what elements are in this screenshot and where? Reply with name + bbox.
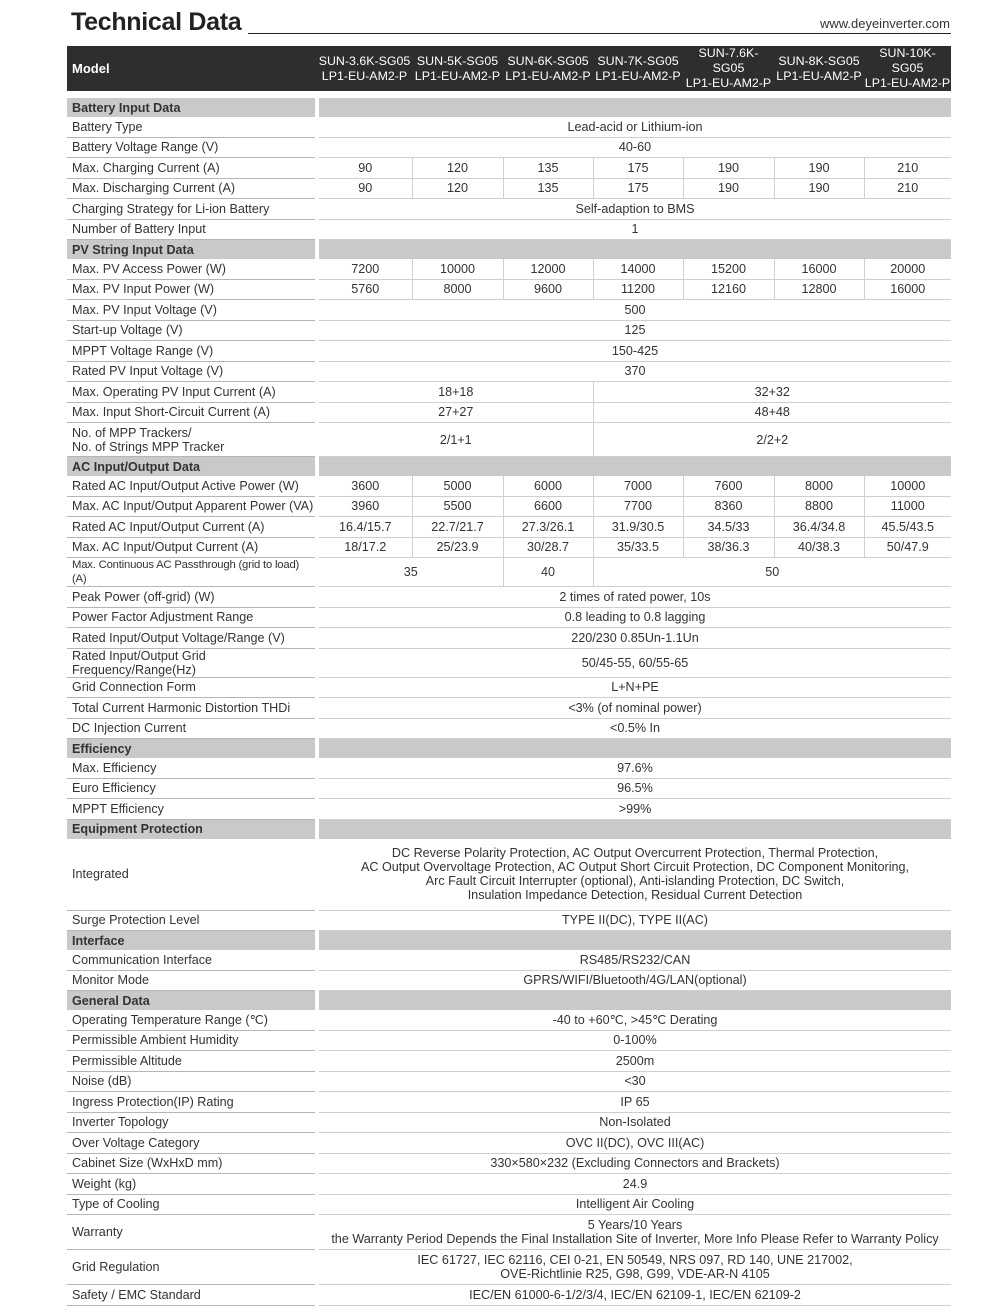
model-name-line: LP1-EU-AM2-P bbox=[321, 68, 408, 83]
row-value: 8000 bbox=[412, 279, 503, 300]
table-row bbox=[67, 476, 951, 496]
table-row bbox=[67, 219, 951, 240]
row-label: Warranty bbox=[67, 1215, 317, 1250]
row-label: Rated PV Input Voltage (V) bbox=[67, 361, 317, 382]
table-row bbox=[67, 320, 951, 341]
model-header-3 bbox=[503, 46, 593, 91]
row-label: Max. Input Short-Circuit Current (A) bbox=[67, 402, 317, 423]
row-label: Battery Voltage Range (V) bbox=[67, 137, 317, 158]
row-label: Integrated bbox=[67, 839, 317, 911]
table-row bbox=[67, 648, 951, 677]
section-bar bbox=[317, 739, 951, 759]
row-label: Max. Discharging Current (A) bbox=[67, 178, 317, 199]
table-row bbox=[67, 178, 951, 199]
table-row bbox=[67, 628, 951, 649]
section-efficiency bbox=[67, 739, 951, 759]
row-value: 48+48 bbox=[593, 402, 951, 423]
row-label: Ingress Protection(IP) Rating bbox=[67, 1092, 317, 1113]
row-value: 12000 bbox=[503, 259, 593, 279]
model-name-line: SUN-7.6K-SG05 bbox=[698, 46, 759, 75]
row-value: <30 bbox=[317, 1071, 951, 1092]
row-value: 38/36.3 bbox=[683, 537, 774, 558]
table-row bbox=[67, 1030, 951, 1051]
row-value: 210 bbox=[864, 178, 951, 199]
row-value: 96.5% bbox=[317, 778, 951, 799]
row-label: Rated Input/Output Grid Frequency/Range(Hz) bbox=[67, 648, 317, 677]
row-value: 3600 bbox=[317, 476, 412, 496]
table-row bbox=[67, 1174, 951, 1195]
row-label: Max. Continuous AC Passthrough (grid to load) (A) bbox=[67, 558, 317, 587]
row-label: Max. Efficiency bbox=[67, 758, 317, 778]
row-label: Rated AC Input/Output Current (A) bbox=[67, 517, 317, 538]
row-label-line: No. of Strings MPP Tracker bbox=[72, 439, 225, 454]
row-value: 6600 bbox=[503, 496, 593, 517]
section-title: Battery Input Data bbox=[67, 98, 317, 117]
section-battery-input-data bbox=[67, 98, 951, 117]
table-row bbox=[67, 1010, 951, 1030]
row-value: 135 bbox=[503, 178, 593, 199]
row-label bbox=[67, 423, 317, 457]
row-value: 2 times of rated power, 10s bbox=[317, 587, 951, 608]
row-label: Battery Type bbox=[67, 117, 317, 137]
table-row bbox=[67, 496, 951, 517]
table-row bbox=[67, 199, 951, 220]
row-value: 120 bbox=[412, 178, 503, 199]
row-label: Communication Interface bbox=[67, 950, 317, 970]
title-underline bbox=[248, 33, 951, 34]
row-value: 50/45-55, 60/55-65 bbox=[317, 648, 951, 677]
row-label: DC Injection Current bbox=[67, 718, 317, 739]
model-header-4 bbox=[593, 46, 683, 91]
row-value: 50 bbox=[593, 558, 951, 587]
row-value: 1 bbox=[317, 219, 951, 240]
row-value: 24.9 bbox=[317, 1174, 951, 1195]
row-value: 190 bbox=[774, 178, 864, 199]
row-value: L+N+PE bbox=[317, 677, 951, 698]
row-value: 2500m bbox=[317, 1051, 951, 1072]
row-value: 12160 bbox=[683, 279, 774, 300]
row-value bbox=[317, 1250, 951, 1285]
section-interface bbox=[67, 931, 951, 951]
row-value: 11000 bbox=[864, 496, 951, 517]
model-header-6 bbox=[774, 46, 864, 91]
row-label: Max. PV Input Power (W) bbox=[67, 279, 317, 300]
table-row bbox=[67, 537, 951, 558]
table-row bbox=[67, 587, 951, 608]
row-value: 27+27 bbox=[317, 402, 593, 423]
row-value: 90 bbox=[317, 158, 412, 179]
row-value: Lead-acid or Lithium-ion bbox=[317, 117, 951, 137]
row-label: Max. AC Input/Output Apparent Power (VA) bbox=[67, 496, 317, 517]
row-label: Peak Power (off-grid) (W) bbox=[67, 587, 317, 608]
table-row bbox=[67, 1071, 951, 1092]
section-bar bbox=[317, 991, 951, 1011]
table-row bbox=[67, 137, 951, 158]
tech-data-table bbox=[67, 46, 951, 1306]
row-label: Grid Connection Form bbox=[67, 677, 317, 698]
row-value: 15200 bbox=[683, 259, 774, 279]
row-label: Start-up Voltage (V) bbox=[67, 320, 317, 341]
row-label: Safety / EMC Standard bbox=[67, 1285, 317, 1306]
row-value: 30/28.7 bbox=[503, 537, 593, 558]
website-url[interactable]: www.deyeinverter.com bbox=[819, 16, 950, 31]
row-value: 500 bbox=[317, 300, 951, 321]
section-title: Equipment Protection bbox=[67, 819, 317, 839]
row-value: 50/47.9 bbox=[864, 537, 951, 558]
section-bar bbox=[317, 457, 951, 477]
row-value: GPRS/WIFI/Bluetooth/4G/LAN(optional) bbox=[317, 970, 951, 991]
table-row bbox=[67, 1250, 951, 1285]
model-header-7 bbox=[864, 46, 951, 91]
model-header-5 bbox=[683, 46, 774, 91]
row-value-line: the Warranty Period Depends the Final Installation Site of Inverter, More Info Please Refer to Warranty Policy bbox=[331, 1232, 939, 1246]
table-row bbox=[67, 517, 951, 538]
model-name-line: LP1-EU-AM2-P bbox=[685, 76, 772, 90]
section-bar bbox=[317, 98, 951, 117]
row-label: Max. PV Access Power (W) bbox=[67, 259, 317, 279]
table-row bbox=[67, 158, 951, 179]
row-value: IP 65 bbox=[317, 1092, 951, 1113]
row-value: 190 bbox=[683, 158, 774, 179]
row-value: 20000 bbox=[864, 259, 951, 279]
table-row bbox=[67, 698, 951, 719]
row-value: 125 bbox=[317, 320, 951, 341]
table-row bbox=[67, 402, 951, 423]
model-name-line: LP1-EU-AM2-P bbox=[414, 68, 501, 83]
table-row bbox=[67, 778, 951, 799]
table-row bbox=[67, 1133, 951, 1154]
row-value: 97.6% bbox=[317, 758, 951, 778]
row-value: 7200 bbox=[317, 259, 412, 279]
row-label: Power Factor Adjustment Range bbox=[67, 607, 317, 628]
row-value: 3960 bbox=[317, 496, 412, 517]
row-label: Noise (dB) bbox=[67, 1071, 317, 1092]
row-label: Max. AC Input/Output Current (A) bbox=[67, 537, 317, 558]
table-row bbox=[67, 1092, 951, 1113]
row-value: 18/17.2 bbox=[317, 537, 412, 558]
row-value: 0.8 leading to 0.8 lagging bbox=[317, 607, 951, 628]
model-name-line: SUN-7K-SG05 bbox=[597, 53, 679, 68]
row-value: 8800 bbox=[774, 496, 864, 517]
row-label: Monitor Mode bbox=[67, 970, 317, 991]
model-name-line: SUN-5K-SG05 bbox=[416, 53, 499, 68]
row-label: Total Current Harmonic Distortion THDi bbox=[67, 698, 317, 719]
row-value: 2/2+2 bbox=[593, 423, 951, 457]
row-value: 12800 bbox=[774, 279, 864, 300]
row-value: 190 bbox=[683, 178, 774, 199]
row-value: 120 bbox=[412, 158, 503, 179]
model-name-line: SUN-6K-SG05 bbox=[507, 53, 589, 68]
row-label: Permissible Ambient Humidity bbox=[67, 1030, 317, 1051]
row-value: 45.5/43.5 bbox=[864, 517, 951, 538]
row-value: 16.4/15.7 bbox=[317, 517, 412, 538]
model-name-line: SUN-8K-SG05 bbox=[778, 53, 860, 68]
row-value-line: Insulation Impedance Detection, Residual Current Detection bbox=[467, 888, 803, 902]
row-value: 330×580×232 (Excluding Connectors and Brackets) bbox=[317, 1153, 951, 1174]
section-bar bbox=[317, 931, 951, 951]
row-label: Charging Strategy for Li-ion Battery bbox=[67, 199, 317, 220]
row-label: Permissible Altitude bbox=[67, 1051, 317, 1072]
row-label: Operating Temperature Range (℃) bbox=[67, 1010, 317, 1030]
row-value: 32+32 bbox=[593, 382, 951, 403]
table-row bbox=[67, 1285, 951, 1306]
row-label: Max. Charging Current (A) bbox=[67, 158, 317, 179]
section-ac-input-output-data bbox=[67, 457, 951, 477]
row-value: <3% (of nominal power) bbox=[317, 698, 951, 719]
table-row bbox=[67, 300, 951, 321]
row-value: 370 bbox=[317, 361, 951, 382]
row-value-line: Arc Fault Circuit Interrupter (optional), Anti-islanding Protection, DC Switch, bbox=[425, 874, 845, 888]
row-value: 8000 bbox=[774, 476, 864, 496]
section-equipment-protection bbox=[67, 819, 951, 839]
row-label: Inverter Topology bbox=[67, 1112, 317, 1133]
row-value: 14000 bbox=[593, 259, 683, 279]
row-label: Surge Protection Level bbox=[67, 910, 317, 931]
row-value: 210 bbox=[864, 158, 951, 179]
row-label: Max. PV Input Voltage (V) bbox=[67, 300, 317, 321]
model-header-row bbox=[67, 46, 951, 91]
table-row bbox=[67, 718, 951, 739]
row-label: Rated Input/Output Voltage/Range (V) bbox=[67, 628, 317, 649]
row-value: Non-Isolated bbox=[317, 1112, 951, 1133]
section-title: General Data bbox=[67, 991, 317, 1011]
section-pv-string-input-data bbox=[67, 240, 951, 260]
row-value: 150-425 bbox=[317, 341, 951, 362]
row-value: IEC/EN 61000-6-1/2/3/4, IEC/EN 62109-1, IEC/EN 62109-2 bbox=[317, 1285, 951, 1306]
table-row bbox=[67, 839, 951, 911]
row-value: 2/1+1 bbox=[317, 423, 593, 457]
row-value: RS485/RS232/CAN bbox=[317, 950, 951, 970]
table-row bbox=[67, 677, 951, 698]
table-row bbox=[67, 423, 951, 457]
row-value: 5760 bbox=[317, 279, 412, 300]
table-row bbox=[67, 1194, 951, 1215]
row-value: -40 to +60℃, >45℃ Derating bbox=[317, 1010, 951, 1030]
row-value: 175 bbox=[593, 158, 683, 179]
table-row bbox=[67, 607, 951, 628]
row-value: 7000 bbox=[593, 476, 683, 496]
row-label: Over Voltage Category bbox=[67, 1133, 317, 1154]
row-value: 9600 bbox=[503, 279, 593, 300]
row-label: Euro Efficiency bbox=[67, 778, 317, 799]
row-label: MPPT Voltage Range (V) bbox=[67, 341, 317, 362]
row-value: 34.5/33 bbox=[683, 517, 774, 538]
table-row bbox=[67, 259, 951, 279]
row-value: 175 bbox=[593, 178, 683, 199]
row-label: Type of Cooling bbox=[67, 1194, 317, 1215]
section-general-data bbox=[67, 991, 951, 1011]
table-row bbox=[67, 970, 951, 991]
row-value: Intelligent Air Cooling bbox=[317, 1194, 951, 1215]
model-header-1 bbox=[317, 46, 412, 91]
row-label-line: No. of MPP Trackers/ bbox=[72, 425, 192, 440]
row-value: 36.4/34.8 bbox=[774, 517, 864, 538]
row-value: TYPE II(DC), TYPE II(AC) bbox=[317, 910, 951, 931]
row-value bbox=[317, 1215, 951, 1250]
row-value: 190 bbox=[774, 158, 864, 179]
row-value: 5500 bbox=[412, 496, 503, 517]
row-value-line: DC Reverse Polarity Protection, AC Output Overcurrent Protection, Thermal Protection, bbox=[391, 846, 879, 860]
model-name-line: LP1-EU-AM2-P bbox=[864, 76, 951, 90]
section-title: Interface bbox=[67, 931, 317, 951]
row-value: 40/38.3 bbox=[774, 537, 864, 558]
table-row bbox=[67, 558, 951, 587]
row-value: 0-100% bbox=[317, 1030, 951, 1051]
row-value: 7600 bbox=[683, 476, 774, 496]
row-value: 18+18 bbox=[317, 382, 593, 403]
row-label: MPPT Efficiency bbox=[67, 799, 317, 820]
table-row bbox=[67, 1051, 951, 1072]
row-value: 90 bbox=[317, 178, 412, 199]
row-value: 10000 bbox=[412, 259, 503, 279]
row-value: 5000 bbox=[412, 476, 503, 496]
table-row bbox=[67, 1215, 951, 1250]
row-value: 25/23.9 bbox=[412, 537, 503, 558]
table-row bbox=[67, 910, 951, 931]
model-name-line: LP1-EU-AM2-P bbox=[595, 68, 681, 83]
row-value-line: 5 Years/10 Years bbox=[587, 1218, 683, 1232]
table-row bbox=[67, 799, 951, 820]
row-value: 16000 bbox=[774, 259, 864, 279]
row-value: 40 bbox=[503, 558, 593, 587]
row-value: 10000 bbox=[864, 476, 951, 496]
row-value: 35 bbox=[317, 558, 503, 587]
table-row bbox=[67, 361, 951, 382]
row-value: 27.3/26.1 bbox=[503, 517, 593, 538]
section-title: Efficiency bbox=[67, 739, 317, 759]
row-label: Grid Regulation bbox=[67, 1250, 317, 1285]
row-label: Number of Battery Input bbox=[67, 219, 317, 240]
row-value: 40-60 bbox=[317, 137, 951, 158]
row-value: >99% bbox=[317, 799, 951, 820]
table-row bbox=[67, 1153, 951, 1174]
row-value: 11200 bbox=[593, 279, 683, 300]
section-title: PV String Input Data bbox=[67, 240, 317, 260]
row-label: Max. Operating PV Input Current (A) bbox=[67, 382, 317, 403]
model-name-line: SUN-10K-SG05 bbox=[879, 46, 936, 75]
model-header-label: Model bbox=[67, 46, 317, 91]
model-header-2 bbox=[412, 46, 503, 91]
table-row bbox=[67, 382, 951, 403]
table-row bbox=[67, 279, 951, 300]
row-value-line: AC Output Overvoltage Protection, AC Output Short Circuit Protection, DC Component Monitoring, bbox=[360, 860, 910, 874]
model-name-line: LP1-EU-AM2-P bbox=[505, 68, 591, 83]
row-value: 16000 bbox=[864, 279, 951, 300]
page-title: Technical Data bbox=[71, 8, 242, 36]
model-name-line: SUN-3.6K-SG05 bbox=[318, 53, 411, 68]
row-value: 35/33.5 bbox=[593, 537, 683, 558]
row-label: Cabinet Size (WxHxD mm) bbox=[67, 1153, 317, 1174]
row-value: 220/230 0.85Un-1.1Un bbox=[317, 628, 951, 649]
model-name-line: LP1-EU-AM2-P bbox=[776, 68, 862, 83]
table-row bbox=[67, 117, 951, 137]
row-value: 22.7/21.7 bbox=[412, 517, 503, 538]
table-row bbox=[67, 1112, 951, 1133]
table-row bbox=[67, 950, 951, 970]
row-value: 8360 bbox=[683, 496, 774, 517]
row-value-line: IEC 61727, IEC 62116, CEI 0-21, EN 50549, NRS 097, RD 140, UNE 217002, bbox=[417, 1253, 853, 1267]
header-gap bbox=[67, 91, 951, 98]
row-label: Rated AC Input/Output Active Power (W) bbox=[67, 476, 317, 496]
row-value: 135 bbox=[503, 158, 593, 179]
section-title: AC Input/Output Data bbox=[67, 457, 317, 477]
section-bar bbox=[317, 819, 951, 839]
row-value: 6000 bbox=[503, 476, 593, 496]
row-value: OVC II(DC), OVC III(AC) bbox=[317, 1133, 951, 1154]
row-label: Weight (kg) bbox=[67, 1174, 317, 1195]
table-row bbox=[67, 758, 951, 778]
table-row bbox=[67, 341, 951, 362]
row-value-line: OVE-Richtlinie R25, G98, G99, VDE-AR-N 4105 bbox=[500, 1267, 770, 1281]
row-value: Self-adaption to BMS bbox=[317, 199, 951, 220]
row-value: 7700 bbox=[593, 496, 683, 517]
section-bar bbox=[317, 240, 951, 260]
row-value: <0.5% In bbox=[317, 718, 951, 739]
row-value: 31.9/30.5 bbox=[593, 517, 683, 538]
row-value bbox=[317, 839, 951, 911]
